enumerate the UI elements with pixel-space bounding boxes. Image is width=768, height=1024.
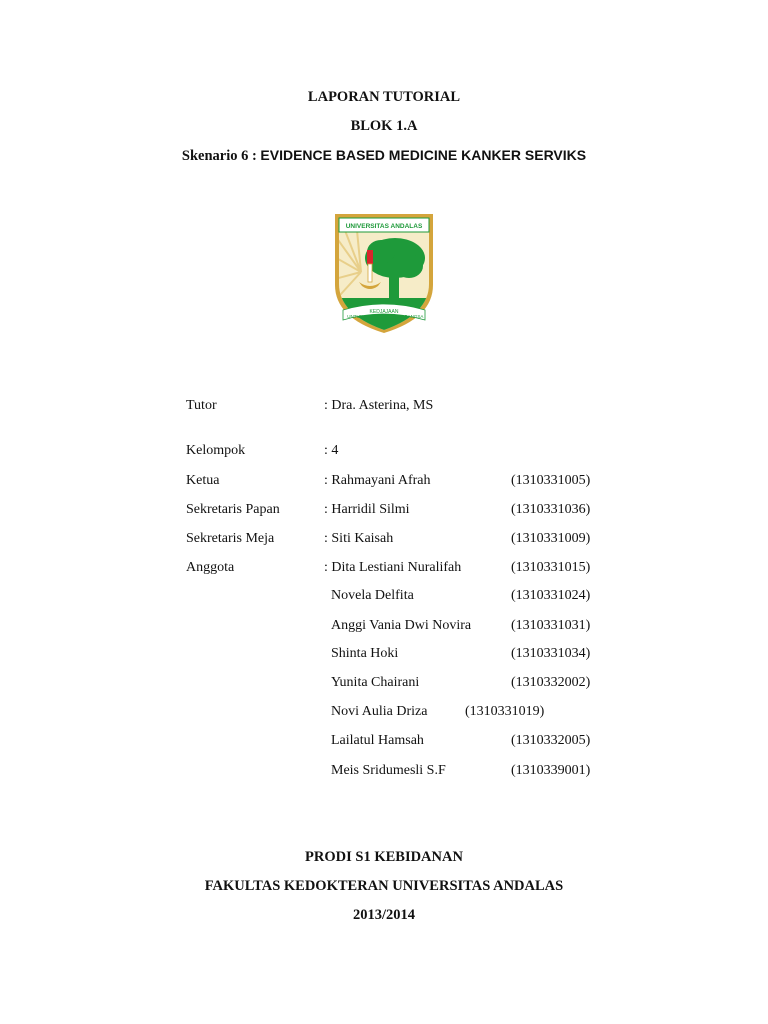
logo-top-text: UNIVERSITAS ANDALAS (345, 223, 423, 230)
ketua-value: : Rahmayani Afrah (324, 473, 431, 488)
tutor-value: : Dra. Asterina, MS (324, 398, 434, 413)
sekretaris-meja-nim: (1310331009) (511, 531, 591, 546)
sekretaris-papan-value: : Harridil Silmi (324, 502, 410, 517)
group-label: Kelompok (186, 443, 246, 458)
member-nim: (1310331031) (511, 618, 591, 633)
member-name: Yunita Chairani (331, 675, 420, 690)
sekretaris-meja-value: : Siti Kaisah (324, 531, 394, 546)
logo-bottom-mid: KEDJAJAAN (369, 309, 399, 315)
tutor-label: Tutor (186, 398, 217, 413)
sekretaris-meja-label: Sekretaris Meja (186, 531, 275, 546)
sekretaris-papan-nim: (1310331036) (511, 502, 591, 517)
member-nim: (1310331019) (465, 704, 545, 719)
report-title: LAPORAN TUTORIAL (307, 89, 461, 105)
scenario-prefix: Skenario 6 : (181, 148, 257, 164)
member-name: Novela Delfita (331, 588, 414, 603)
universitas-andalas-logo (331, 210, 437, 334)
sekretaris-papan-label: Sekretaris Papan (186, 502, 280, 517)
member-name: Lailatul Hamsah (331, 733, 424, 748)
academic-year: 2013/2014 (352, 907, 416, 923)
member-name: Novi Aulia Driza (331, 704, 428, 719)
member-nim: (1310339001) (511, 763, 591, 778)
prodi-title: PRODI S1 KEBIDANAN (305, 849, 463, 865)
member-name: Anggi Vania Dwi Novira (331, 618, 472, 633)
anggota-label: Anggota (186, 560, 235, 575)
ketua-label: Ketua (186, 473, 220, 488)
block-title: BLOK 1.A (350, 118, 418, 134)
logo-bottom-right: BANGSA (404, 314, 424, 319)
member-nim: (1310332002) (511, 675, 591, 690)
member-nim: (1310332005) (511, 733, 591, 748)
logo-bottom-left: UNTUK (347, 314, 363, 319)
faculty-title: FAKULTAS KEDOKTERAN UNIVERSITAS ANDALAS (204, 878, 564, 894)
scenario-line (0, 146, 768, 165)
member-name: Meis Sridumesli S.F (331, 763, 446, 778)
anggota-first-nim: (1310331015) (511, 560, 591, 575)
group-value: : 4 (324, 443, 339, 458)
member-nim: (1310331034) (511, 646, 591, 661)
ketua-nim: (1310331005) (511, 473, 591, 488)
anggota-first-value: : Dita Lestiani Nuralifah (324, 560, 462, 575)
member-name: Shinta Hoki (331, 646, 399, 661)
scenario-title: EVIDENCE BASED MEDICINE KANKER SERVIKS (260, 147, 587, 163)
member-nim: (1310331024) (511, 588, 591, 603)
